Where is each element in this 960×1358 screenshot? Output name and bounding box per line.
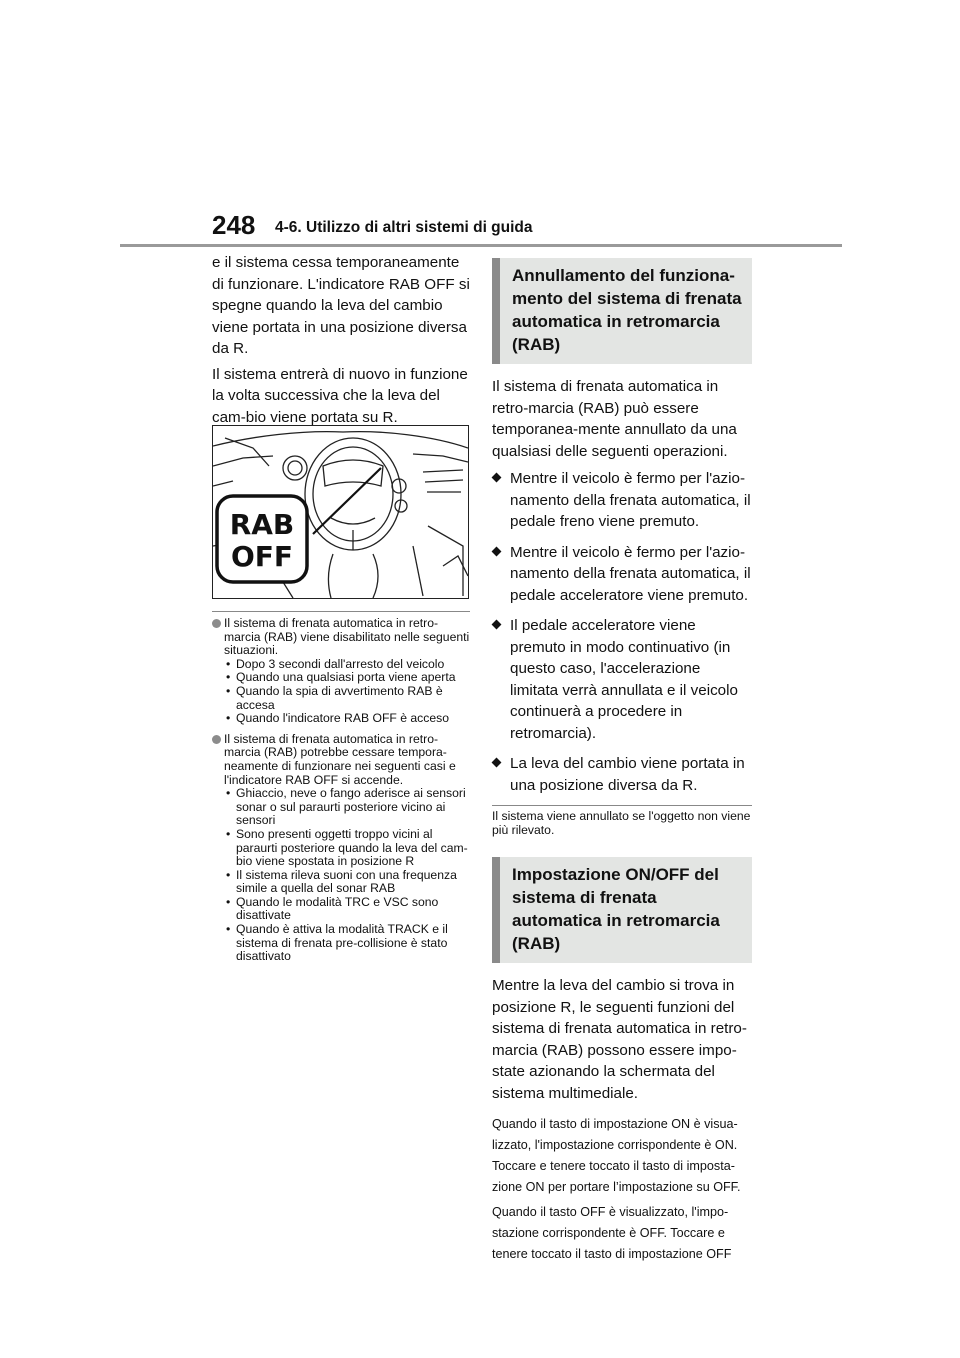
note-1-text: Il sistema di frenata automatica in retro-marcia (RAB) viene disabilitato nelle seguenti situazioni. xyxy=(224,616,470,658)
bullet-icon xyxy=(212,735,221,744)
section-heading-box xyxy=(492,258,752,364)
section-1-bullets xyxy=(492,468,752,796)
section-1-heading: Annullamento del funziona-mento del sistema di frenata automatica in retromarcia (RAB) xyxy=(512,266,742,354)
dot-icon: • xyxy=(226,711,231,726)
note-1 xyxy=(212,617,470,726)
dot-icon: • xyxy=(226,867,231,882)
section-2-heading: Impostazione ON/OFF del sistema di frenata automatica in retromarcia (RAB) xyxy=(512,865,720,954)
list-item xyxy=(224,671,470,685)
list-item xyxy=(224,658,470,672)
note-2-list xyxy=(224,787,470,964)
notes-block xyxy=(212,611,470,971)
list-item-text: Quando le modalità TRC e VSC sono disattivate xyxy=(236,894,439,923)
list-item xyxy=(224,712,470,726)
header-rule xyxy=(120,244,842,247)
list-item-text: Quando è attiva la modalità TRACK e il sistema di frenata pre-collisione è stato disattivato xyxy=(236,922,448,964)
section-2-intro: Mentre la leva del cambio si trova in posizione R, le seguenti funzioni del sistema di frenata automatica in retro-marcia (RAB) possono essere impo-state azionando la schermata del sistema multimediale. xyxy=(492,977,747,1102)
dot-icon: • xyxy=(226,826,231,841)
list-item-text: Ghiaccio, neve o fango aderisce ai sensori sonar o sul paraurti posteriore vicino ai sensori xyxy=(236,786,466,828)
off-label: OFF xyxy=(230,540,294,573)
dot-icon: • xyxy=(226,922,231,937)
list-item-text: Mentre il veicolo è fermo per l'azio-namento della frenata automatica, il pedale freno viene premuto. xyxy=(510,470,751,530)
list-item xyxy=(492,615,752,744)
section-2-para-2: Quando il tasto OFF è visualizzato, l'impo-stazione corrispondente è OFF. Toccare e tenere toccato il tasto di impostazione OFF xyxy=(492,1205,732,1262)
list-item-text: Quando l'indicatore RAB OFF è acceso xyxy=(236,711,450,726)
diamond-bullet-icon xyxy=(492,546,502,556)
note-2-text: Il sistema di frenata automatica in retro-marcia (RAB) potrebbe cessare tempora-neamente di funzionare nei seguenti casi e l'indicatore RAB OFF si accende. xyxy=(224,731,456,787)
list-item-text: Quando la spia di avvertimento RAB è accesa xyxy=(236,683,443,712)
list-item xyxy=(224,896,470,923)
list-item xyxy=(224,869,470,896)
dashboard-drawing xyxy=(213,426,468,598)
dot-icon: • xyxy=(226,656,231,671)
section-1-intro: Il sistema di frenata automatica in retro-marcia (RAB) può essere temporanea-mente annullato da una qualsiasi delle seguenti operazioni. xyxy=(492,378,737,460)
page-number: 248 xyxy=(212,210,256,240)
list-item-text: Il sistema rileva suoni con una frequenza simile a quella del sonar RAB xyxy=(236,867,457,896)
section-title: 4-6. Utilizzo di altri sistemi di guida xyxy=(275,219,533,236)
dot-icon: • xyxy=(226,786,231,801)
note-1-list xyxy=(224,658,470,726)
list-item xyxy=(224,685,470,712)
list-item xyxy=(492,753,752,796)
list-item xyxy=(492,468,752,533)
list-item-text: La leva del cambio viene portata in una posizione diversa da R. xyxy=(510,755,745,794)
list-item xyxy=(224,923,470,964)
list-item-text: Quando una qualsiasi porta viene aperta xyxy=(236,670,456,685)
section-heading-box xyxy=(492,857,752,963)
section-1-note: Il sistema viene annullato se l'oggetto non viene più rilevato. xyxy=(492,805,752,837)
left-column xyxy=(212,252,470,964)
paragraph-2: Il sistema entrerà di nuovo in funzione la volta successiva che la leva del cam-bio viene portata su R. xyxy=(212,365,468,426)
dot-icon: • xyxy=(226,894,231,909)
diamond-bullet-icon xyxy=(492,620,502,630)
bullet-icon xyxy=(212,619,221,628)
note-2 xyxy=(212,733,470,964)
dot-icon: • xyxy=(226,683,231,698)
right-column xyxy=(492,258,752,1269)
list-item-text: Il pedale acceleratore viene premuto in modo continuativo (in questo caso, l'accelerazione limitata verrà annullata e il veicolo continuerà a procedere in retromarcia). xyxy=(510,617,738,742)
dot-icon: • xyxy=(226,670,231,685)
diamond-bullet-icon xyxy=(492,758,502,768)
dashboard-illustration xyxy=(212,425,469,599)
list-item xyxy=(224,787,470,828)
paragraph-1: e il sistema cessa temporaneamente di funzionare. L'indicatore RAB OFF si spegne quando la leva del cambio viene portata in una posizione diversa da R. xyxy=(212,254,470,357)
section-2-para-1: Quando il tasto di impostazione ON è visua-lizzato, l'impostazione corrispondente è ON. Toccare e tenere toccato il tasto di imposta-zione ON per portare l’impostazione su OFF. xyxy=(492,1117,741,1195)
list-item xyxy=(224,828,470,869)
list-item-text: Mentre il veicolo è fermo per l'azio-namento della frenata automatica, il pedale acceleratore viene premuto. xyxy=(510,543,751,604)
list-item-text: Sono presenti oggetti troppo vicini al paraurti posteriore quando la leva del cam-bio viene spostata in posizione R xyxy=(236,826,468,869)
list-item xyxy=(492,542,752,607)
rab-label: RAB xyxy=(229,508,295,541)
list-item-text: Dopo 3 secondi dall'arresto del veicolo xyxy=(236,656,445,671)
diamond-bullet-icon xyxy=(492,473,502,483)
